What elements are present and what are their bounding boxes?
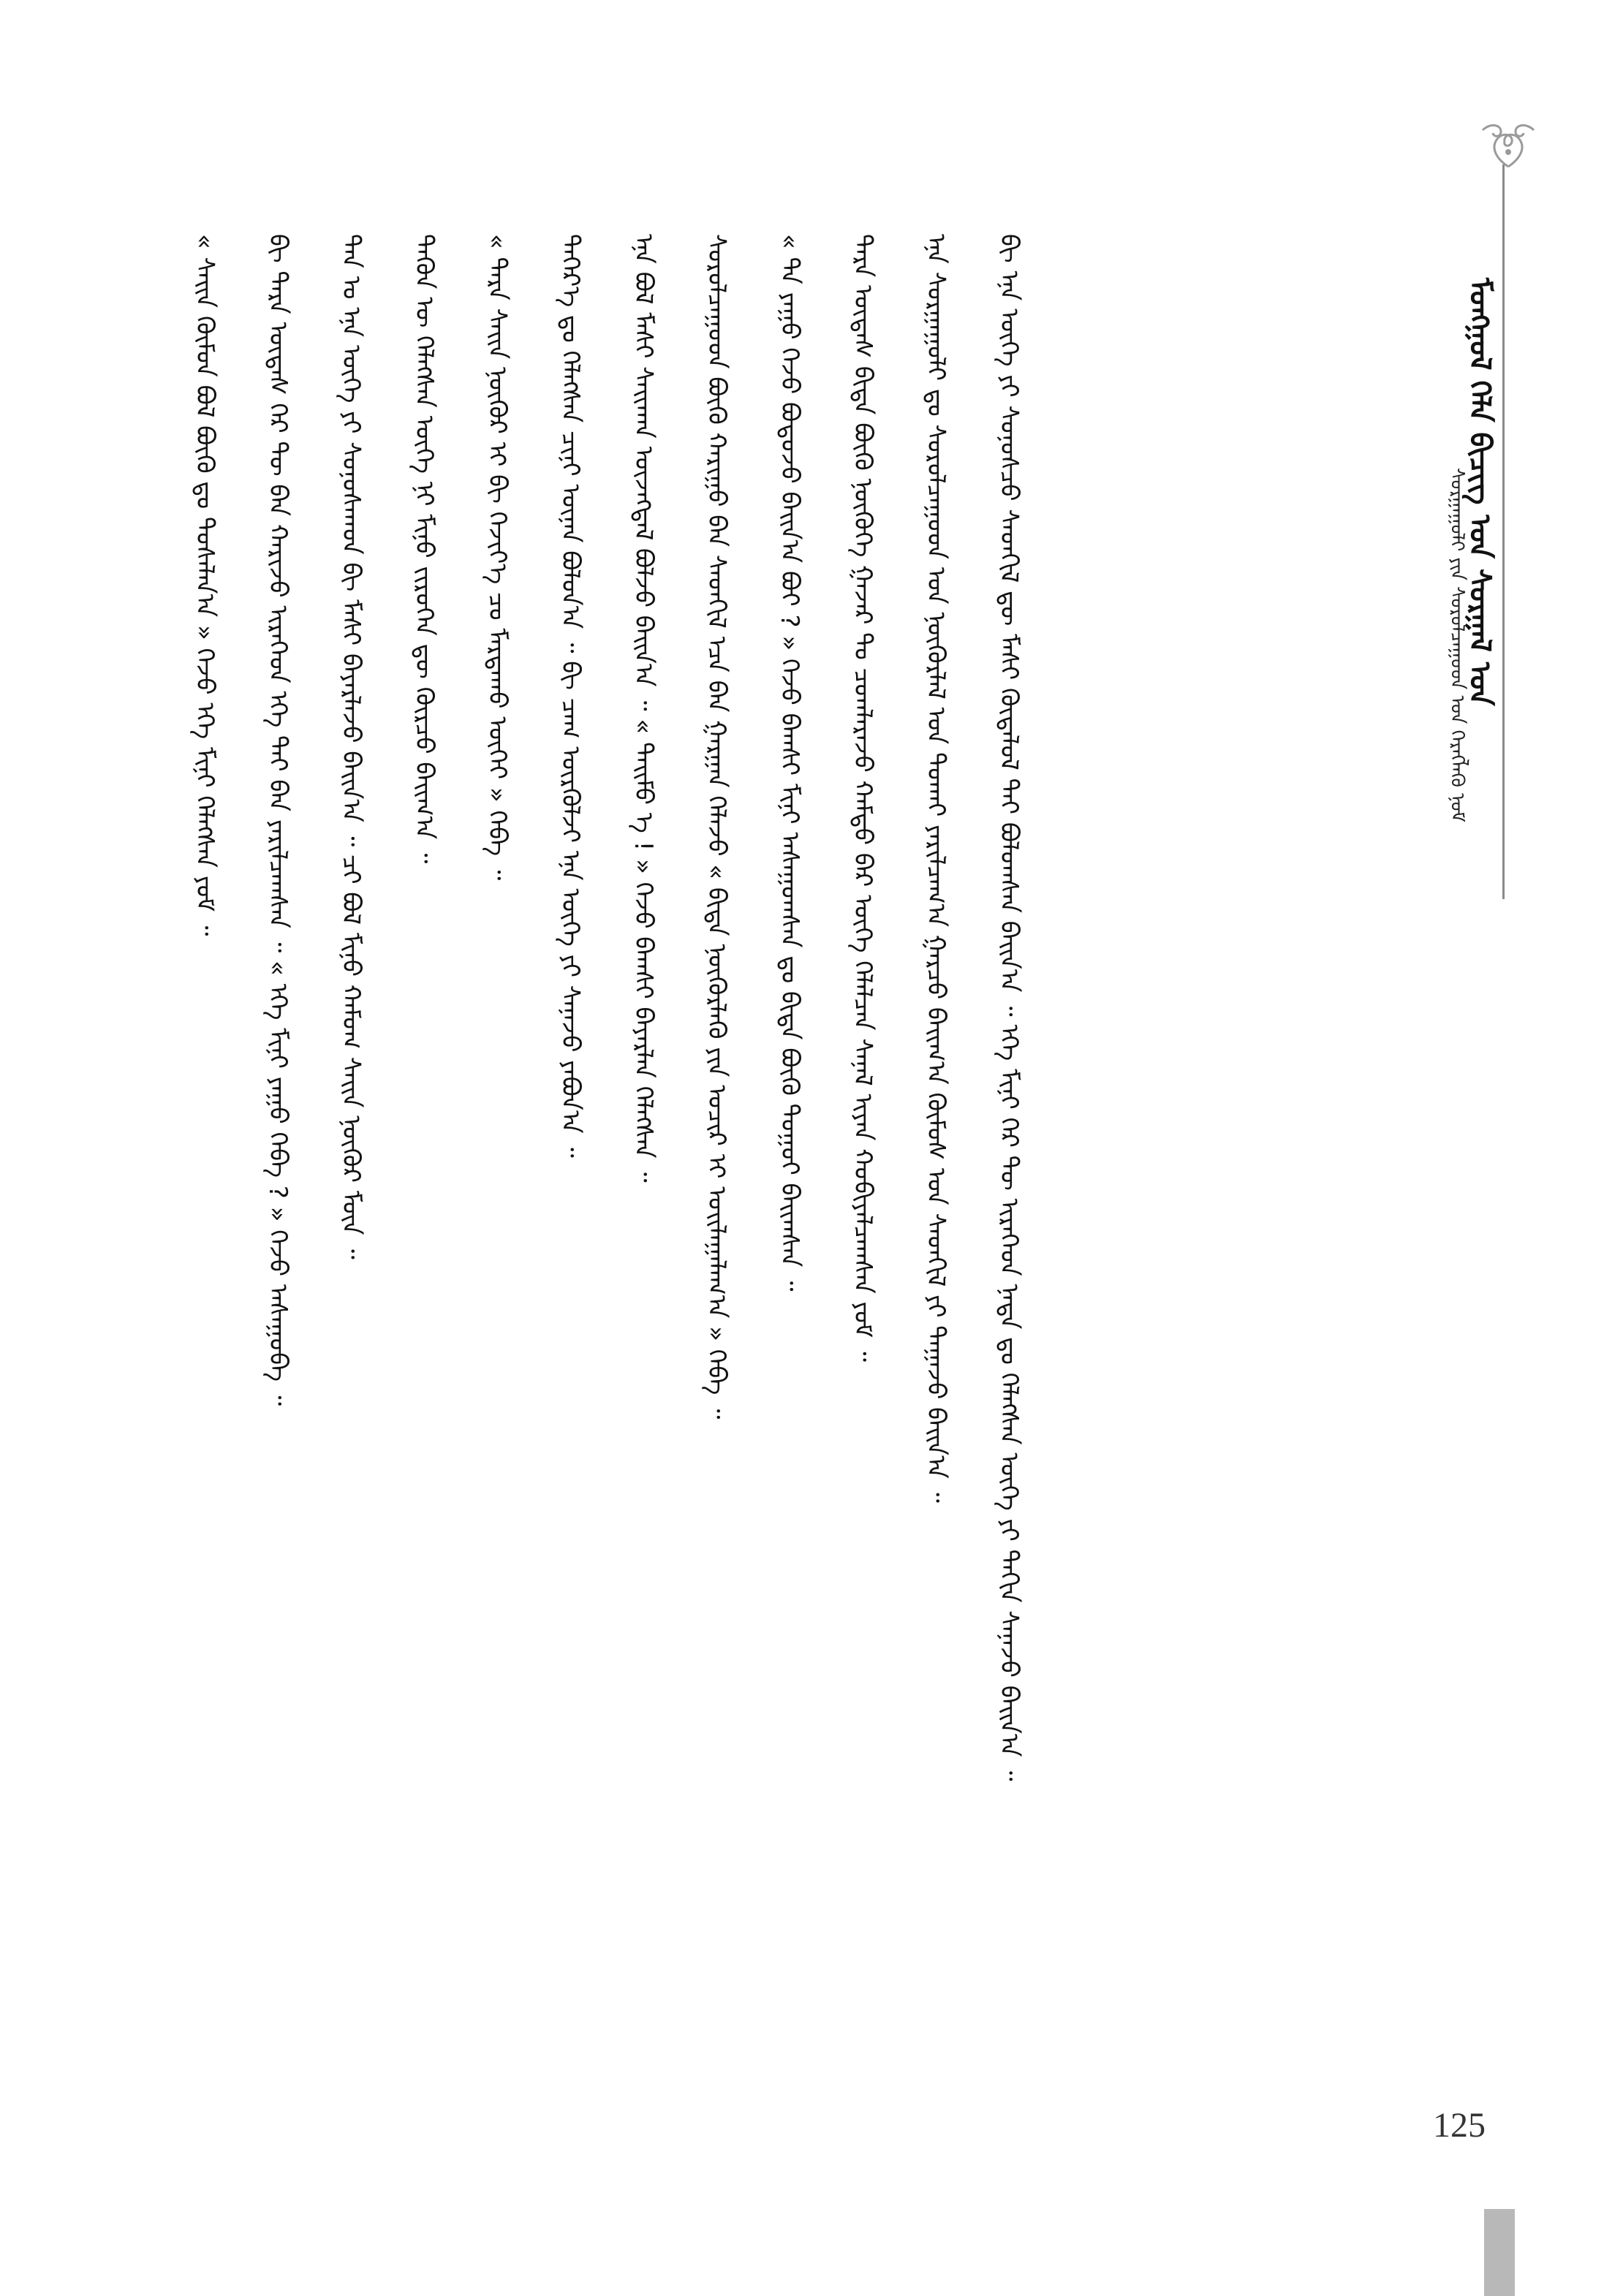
text-column: ᠲᠠᠨ ᠤ ᠡᠨᠡ ᠦᠭᠡ ᠶᠢ ᠰᠣᠨᠣᠰᠬᠠᠳ ᠪᠢ ᠮᠠᠰᠢ ᠪᠠᠶᠠᠷᠯᠠᠵᠤ ᠪᠠᠢᠨ᠎ᠠ ᠃ ᠴᠢ ᠪᠣᠯ ᠮᠢᠨᠦ ᠬᠠᠮᠤᠭ ᠰᠠᠢᠨ ᠨᠥᠬᠦᠷ ᠮᠥᠨ ᠃ (336, 234, 366, 1259)
text-column: ᠪᠢ ᠲᠡᠷᠡ ᠦᠳᠡᠰ ᠭᠡᠷ ᠲᠦ ᠪᠡᠨ ᠬᠠᠷᠢᠵᠤ ᠢᠷᠡᠭᠡᠳ ᠡᠬᠡ ᠲᠡᠢ ᠪᠡᠨ ᠶᠠᠷᠢᠯᠴᠠᠭᠰᠠᠨ ᠃ « ᠡᠬᠡ ᠮᠢᠨᠢ ᠶᠠᠭᠤ ᠭᠡᠪᠡ ? » ᠭᠡᠵᠦ ᠠᠰᠠᠭᠤᠪᠠ ᠃ (263, 234, 292, 1406)
text-column: ᠪᠢ ᠡᠨᠡ ᠦᠭᠡ ᠶᠢ ᠰᠣᠨᠣᠰᠴᠤ ᠰᠡᠳᠬᠢᠯ ᠳᠦ ᠮᠠᠰᠢ ᠬᠥᠳᠡᠯᠦᠯ ᠲᠡᠢ ᠪᠣᠯᠤᠭᠰᠠᠨ ᠪᠠᠢᠨ᠎ᠠ ᠃ ᠡᠬᠡ ᠮᠢᠨᠢ ᠭᠡᠷ ᠲᠦ ᠢᠷᠡᠭᠡᠳ ᠨᠠᠳᠠ ᠳᠤ ᠬᠡᠯᠡᠭᠰᠡᠨ ᠦᠭᠡ ᠶᠢ ᠳᠠᠬᠢᠨ ᠰᠠᠨᠠᠵᠤ ᠪᠠᠢᠨ᠎ᠠ ᠃ (994, 234, 1024, 1781)
text-column: ᠰᠤᠷᠤᠯᠴᠠᠭᠤᠳ ᠪᠦᠬᠦ ᠬᠠᠷᠢᠭᠤ ᠪᠡᠨ ᠰᠡᠳᠬᠢᠯ ᠡᠴᠡ ᠪᠡᠨ ᠭᠠᠷᠭᠠᠨ ᠬᠡᠯᠡᠵᠦ « ᠪᠢᠳᠡ ᠨᠥᠬᠦᠷᠯᠡᠬᠦ ᠶᠢᠨ ᠤᠴᠢᠷ ᠢ ᠣᠢᠯᠠᠭᠠᠯᠠᠭ᠎ᠠ » ᠭᠡᠪᠡ ᠃ (702, 234, 731, 1420)
text-column: ᠲᠡᠷᠡ ᠦᠳᠡᠰ ᠪᠢᠳᠡ ᠪᠦᠬᠦ ᠨᠥᠭᠦᠭᠡ ᠭᠠᠵᠠᠷ ᠲᠤ ᠴᠤᠭᠯᠠᠷᠠᠵᠤ ᠬᠠᠮᠲᠤ ᠪᠡᠷ ᠦᠭᠡ ᠬᠡᠯᠡᠯᠴᠡᠨ ᠰᠠᠨᠠᠯ ᠢᠶᠠᠨ ᠬᠤᠪᠢᠶᠠᠯᠴᠠᠭᠰᠠᠨ ᠶᠤᠮ ᠃ (848, 234, 877, 1362)
thumb-tab (1484, 2209, 1515, 2296)
text-column: ᠡᠨᠡ ᠰᠤᠷᠭᠠᠭᠤᠯᠢ ᠳᠤ ᠰᠤᠷᠤᠯᠴᠠᠭᠤᠳ ᠤᠨ ᠨᠥᠬᠦᠷᠯᠡᠯ ᠤᠨ ᠲᠤᠬᠠᠢ ᠶᠠᠷᠢᠯᠴᠠᠭ᠎ᠠ ᠭᠠᠷᠴᠤ ᠪᠠᠢᠭ᠎ᠠ ᠬᠥᠮᠦᠰ ᠤᠨ ᠰᠡᠳᠬᠢᠯ ᠶᠢ ᠳᠠᠭᠠᠵᠤ ᠪᠠᠢᠨ᠎ᠠ ᠃ (921, 234, 950, 1503)
text-column: « ᠲᠡᠷᠡ ᠰᠠᠢᠨ ᠨᠥᠬᠦᠷ ᠢ ᠪᠢ ᠬᠡᠵᠢᠶ᠎ᠡ ᠴᠤ ᠮᠠᠷᠲᠠᠬᠤ ᠦᠭᠡᠢ » ᠭᠡᠪᠡ ᠃ (483, 234, 512, 881)
text-column: ᠡᠨᠡ ᠪᠣᠯ ᠮᠠᠰᠢ ᠰᠠᠢᠬᠠᠨ ᠦᠵᠡᠭᠳᠡᠯ ᠪᠣᠯᠵᠤ ᠪᠠᠢᠨ᠎ᠠ ᠃ « ᠲᠡᠢᠮᠦ ᠡ ! » ᠭᠡᠵᠦ ᠪᠠᠭᠰᠢ ᠪᠠᠶᠠᠷᠯᠠᠨ ᠬᠡᠯᠡᠭᠰᠡᠨ ᠃ (629, 234, 658, 1183)
text-column: « ᠰᠠᠢᠨ ᠬᠥᠮᠦᠨ ᠪᠣᠯ ᠪᠦᠬᠦ ᠳᠤ ᠲᠤᠰᠠᠯᠠᠨ᠎ᠠ » ᠭᠡᠵᠦ ᠡᠬᠡ ᠮᠢᠨᠢ ᠬᠡᠯᠡᠭᠰᠡᠨ ᠶᠤᠮ ᠃ (190, 234, 219, 936)
text-column: ᠳᠡᠭᠡᠷ᠎ᠡ ᠳᠤ ᠬᠡᠯᠡᠭᠰᠡᠨ ᠴᠢᠨᠢ ᠦᠨᠡᠨ ᠪᠣᠯᠤᠨ᠎ᠠ ᠃ ᠪᠢ ᠴᠠᠭ ᠦᠷᠬᠦᠯᠵᠢ ᠡᠨᠡ ᠦᠭᠡ ᠶᠢ ᠰᠠᠨᠠᠵᠤ ᠶᠠᠪᠤᠨ᠎ᠠ ᠃ (556, 234, 585, 1158)
page-number: 125 (1433, 2106, 1486, 2145)
text-column: « ᠲᠠ ᠶᠠᠭᠤ ᠭᠡᠵᠦ ᠪᠣᠳᠤᠵᠤ ᠪᠠᠢᠨ᠎ᠠ ᠪᠤᠢ ? » ᠭᠡᠵᠦ ᠪᠠᠭᠰᠢ ᠮᠢᠨᠢ ᠠᠰᠠᠭᠤᠭᠰᠠᠨ ᠳᠤ ᠪᠢᠳᠡ ᠪᠦᠬᠦ ᠳᠤᠭᠤᠢ ᠪᠠᠢᠭᠰᠠᠨ ᠃ (775, 234, 804, 1292)
text-column: ᠲᠡᠭᠦᠨ ᠦ ᠬᠡᠯᠡᠭᠰᠡᠨ ᠦᠭᠡ ᠨᠢ ᠮᠢᠨᠦ ᠵᠢᠷᠦᠬᠡᠨ ᠳᠦ ᠬᠦᠷᠴᠦ ᠪᠠᠢᠭ᠎ᠠ ᠃ (409, 234, 439, 864)
running-head-title: ᠮᠣᠩᠭᠣᠯ ᠬᠡᠯᠡ ᠪᠢᠴᠢᠭ ᠤᠨ ᠰᠤᠷᠭᠠᠯ ᠤᠨ (1463, 278, 1497, 706)
header-rule (1502, 164, 1505, 899)
running-head-subtitle: ᠰᠤᠷᠭᠠᠭᠤᠯᠢ ᠶᠢᠨ ᠰᠤᠷᠤᠯᠴᠠᠭᠤᠳ ᠤᠨ ᠬᠡᠷᠡᠭᠯᠡᠬᠦ ᠨᠣᠮ (1446, 468, 1468, 822)
ornament-icon (1468, 115, 1548, 174)
body-text (183, 234, 1031, 2069)
